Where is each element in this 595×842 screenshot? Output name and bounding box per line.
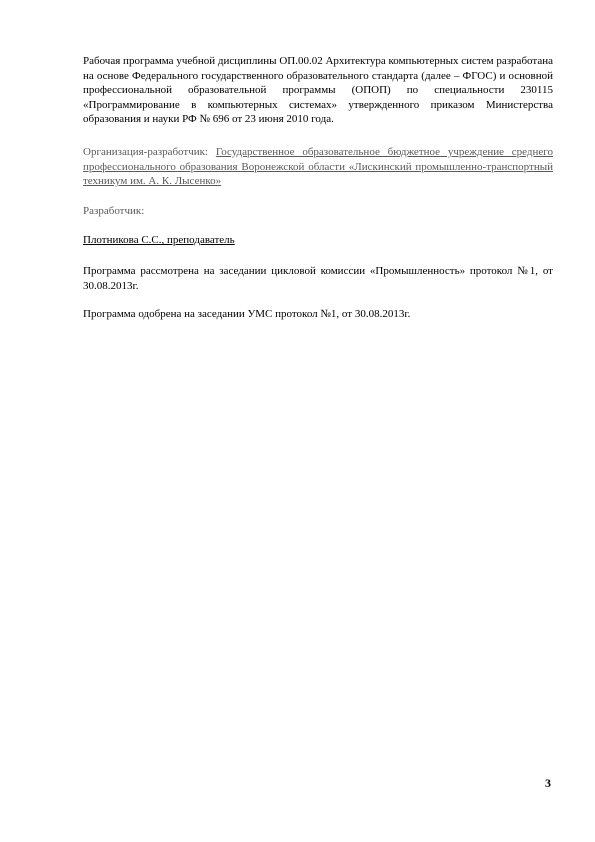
page-content bbox=[83, 54, 553, 322]
developer-label: Разработчик: bbox=[83, 204, 145, 217]
page-number: 3 bbox=[545, 776, 551, 790]
organization-paragraph bbox=[83, 145, 553, 189]
intro-paragraph: Рабочая программа учебной дисциплины ОП.00.02 Архитектура компьютерных систем разработана на основе Федерального государственного образовательного стандарта (далее – ФГОС) и основной профессиональной образовательной программы (ОПОП) по специальности 230115 «Программирование в компьютерных системах» утвержденного приказом Министерства образования и науки РФ № 696 от 23 июня 2010 года. bbox=[83, 55, 553, 126]
approval-paragraph: Программа одобрена на заседании УМС протокол №1, от 30.08.2013г. bbox=[83, 308, 411, 321]
organization-label: Организация-разработчик: bbox=[83, 145, 209, 158]
developer-name bbox=[83, 233, 553, 248]
organization-name: Государственное образовательное бюджетное учреждение среднего профессионального образования Воронежской области «Лискинский промышленно-транспортный техникум им. А. К. Лысенко» bbox=[83, 145, 554, 188]
review-paragraph: Программа рассмотрена на заседании цикловой комиссии «Промышленность» протокол №1, от 30.08.2013г. bbox=[83, 264, 553, 292]
developer-name-text: Плотникова С.С., преподаватель bbox=[83, 234, 235, 247]
